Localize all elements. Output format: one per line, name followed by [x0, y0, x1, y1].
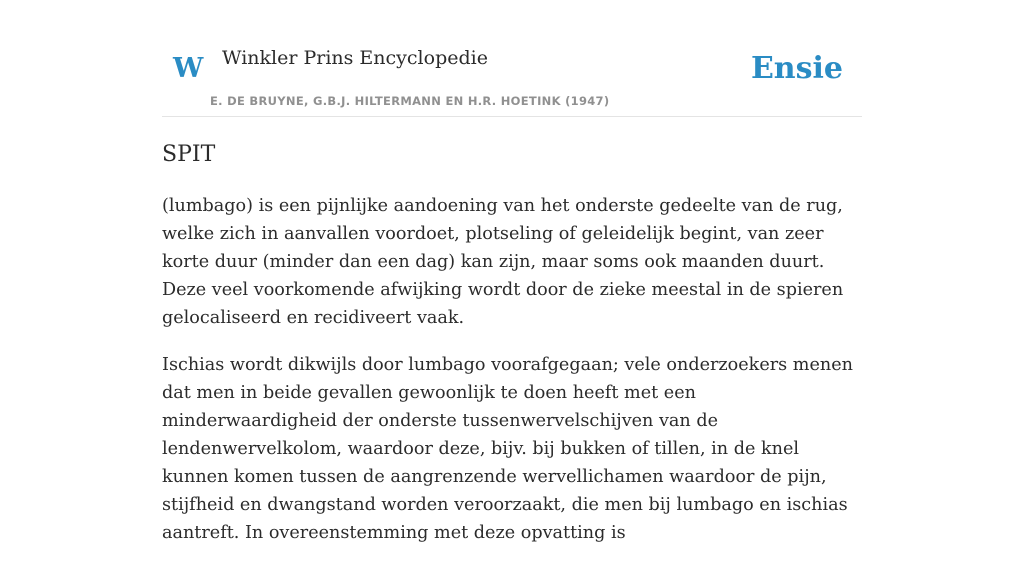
article-title: SPIT: [162, 142, 216, 167]
article-paragraph: Ischias wordt dikwijls door lumbago voorafgegaan; vele onderzoekers menen dat men in beide gevallen gewoonlijk te doen heeft met een minderwaardigheid der onderste tussenwervelschijven van de lendenwervelkolom, waardoor deze, bijv. bij bukken of tillen, in de knel kunnen komen tussen de aangrenzende wervellichamen waardoor de pijn, stijfheid en dwangstand worden veroorzaakt, die men bij lumbago en ischias aantreft. In overeenstemming met deze opvatting is: [162, 355, 853, 543]
book-title[interactable]: Winkler Prins Encyclopedie: [222, 47, 488, 69]
article-paragraph: (lumbago) is een pijnlijke aandoening van het onderste gedeelte van de rug, welke zich in aanvallen voordoet, plotseling of geleidelijk begint, van zeer korte duur (minder dan een dag) kan zijn, maar soms ook maanden duurt. Deze veel voorkomende afwijking wordt door de zieke meestal in de spieren gelocaliseerd en recidiveert vaak.: [162, 196, 844, 328]
ensie-brand-logo[interactable]: Ensie: [750, 51, 843, 86]
article-body: [162, 192, 868, 566]
header: [162, 0, 862, 117]
winkler-prins-logo-icon[interactable]: W: [173, 53, 204, 84]
authors-line: E. DE BRUYNE, G.B.J. HILTERMANN EN H.R. HOETINK (1947): [210, 94, 610, 108]
